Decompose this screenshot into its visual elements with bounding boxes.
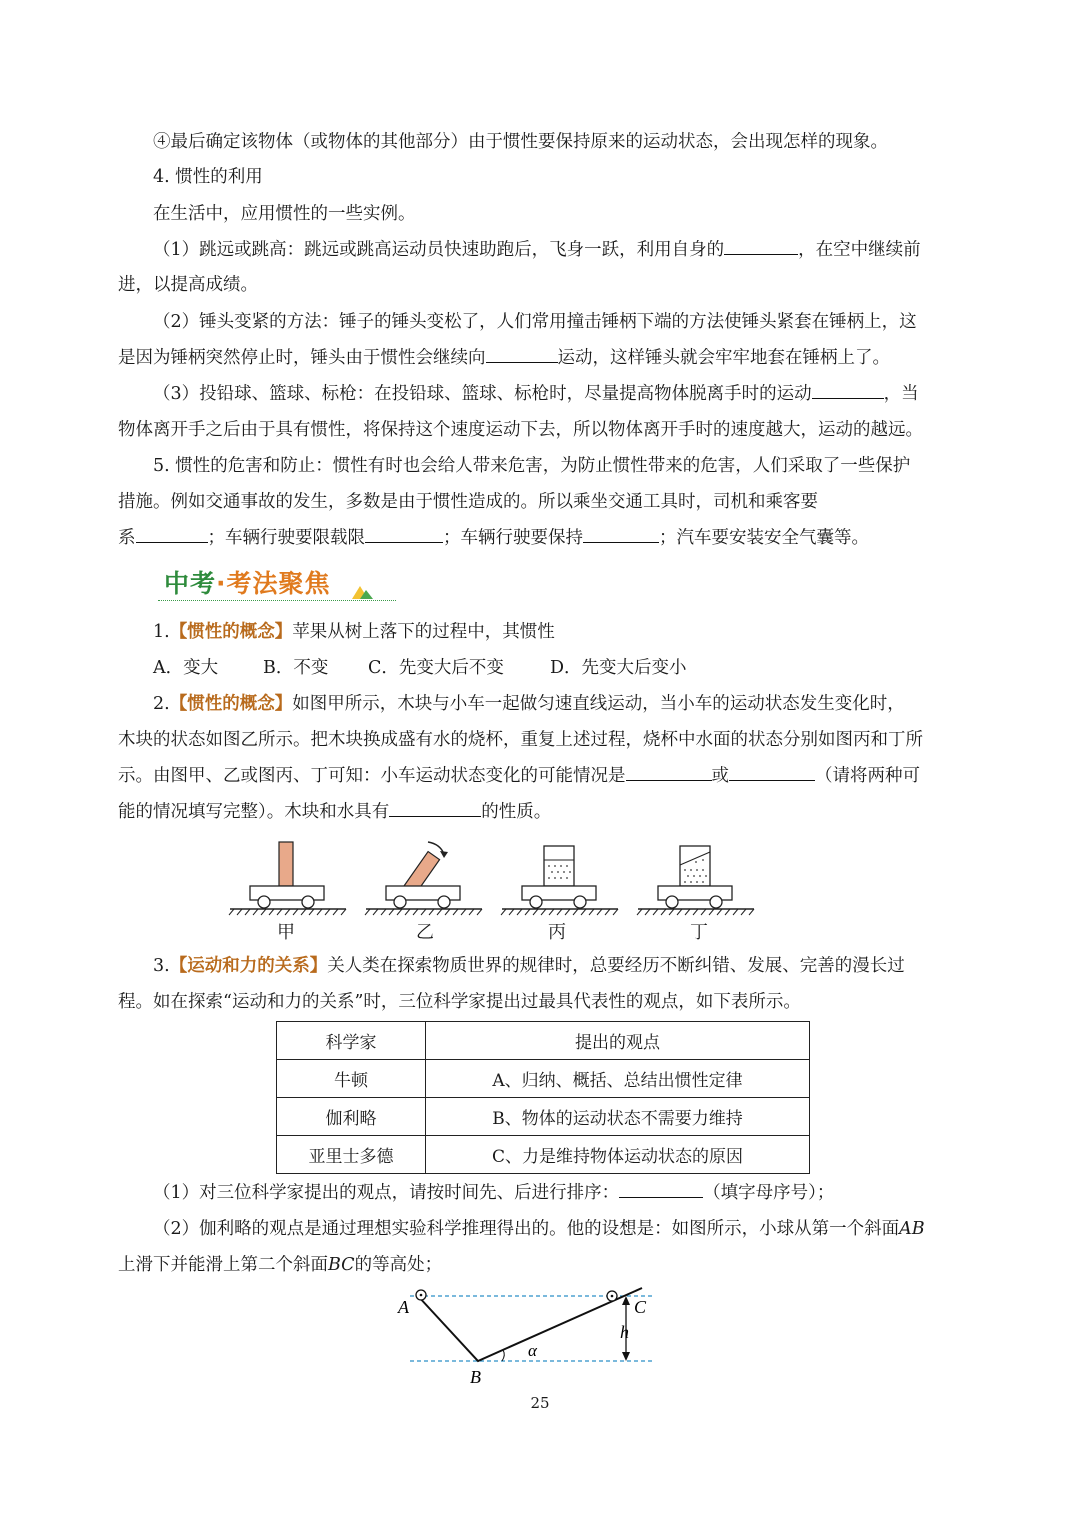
q2-blank-2[interactable]	[729, 763, 815, 782]
q3-tag: 【运动和力的关系】	[169, 956, 328, 976]
use3-line2: 物体离开手之后由于具有惯性，将保持这个速度运动下去，所以物体离开手时的速度越大，运动的越远。	[118, 420, 923, 440]
scientist-table	[276, 1021, 810, 1174]
table-cell: C、力是维持物体运动状态的原因	[426, 1136, 810, 1174]
harm-blank-3[interactable]	[583, 525, 659, 544]
q1-option-d[interactable]: D．先变大后变小	[550, 658, 687, 678]
use3-line1: （3）投铅球、篮球、标枪：在投铅球、篮球、标枪时，尽量提高物体脱离手时的运动 ，当	[153, 380, 919, 405]
harm-line2: 措施。例如交通事故的发生，多数是由于惯性造成的。所以乘坐交通工具时，司机和乘客要	[118, 492, 818, 512]
fig-label-bing: 丙	[548, 922, 566, 943]
q2-blank-3[interactable]	[389, 799, 481, 818]
use3-blank[interactable]	[812, 381, 884, 400]
table-cell: 伽利略	[277, 1098, 426, 1136]
harm-blank-2[interactable]	[365, 525, 443, 544]
wooden-block-upright	[279, 842, 293, 886]
use-intro: 在生活中，应用惯性的一些实例。	[153, 204, 416, 224]
q1-options	[153, 654, 687, 679]
cart-bing	[501, 846, 618, 915]
label-h: h	[620, 1322, 629, 1342]
table-header: 科学家	[277, 1022, 426, 1060]
table-cell: 牛顿	[277, 1060, 426, 1098]
harm-line3: 系 ；车辆行驶要限载限 ；车辆行驶要保持 ；汽车要安装安全气囊等。	[118, 524, 869, 549]
step4-paragraph: ④最后确定该物体（或物体的其他部分）由于惯性要保持原来的运动状态，会出现怎样的现象。	[153, 132, 888, 152]
cart-yi	[365, 842, 482, 915]
banner-title: 中考·考法聚焦	[164, 569, 331, 598]
table-cell: A、归纳、概括、总结出惯性定律	[426, 1060, 810, 1098]
exam-focus-banner	[158, 560, 398, 606]
q3-sub2-line2: 上滑下并能滑上第二个斜面BC的等高处；	[118, 1255, 443, 1275]
table-row	[277, 1136, 810, 1174]
q1-tag: 【惯性的概念】	[169, 622, 293, 642]
label-alpha: α	[528, 1341, 537, 1360]
cart-ding	[637, 846, 754, 915]
beaker-tilted-water	[680, 846, 710, 886]
use2-line2: 是因为锤柄突然停止时，锤头由于惯性会继续向 运动，这样锤头就会牢牢地套在锤柄上了。	[118, 344, 890, 369]
q3-blank-order[interactable]	[619, 1180, 703, 1199]
table-header-row	[277, 1022, 810, 1060]
table-cell: B、物体的运动状态不需要力维持	[426, 1098, 810, 1136]
harm-blank-1[interactable]	[136, 525, 208, 544]
q1-option-a[interactable]: A．变大	[153, 658, 219, 678]
q2-line4: 能的情况填写完整）。木块和水具有 的性质。	[118, 798, 551, 823]
label-A: A	[398, 1297, 409, 1317]
section-heading-use: 4. 惯性的利用	[153, 167, 263, 187]
banner-underline	[158, 600, 396, 601]
q2-line3: 示。由图甲、乙或图丙、丁可知：小车运动状态变化的可能情况是 或 （请将两种可	[118, 762, 920, 787]
q2-blank-1[interactable]	[626, 763, 712, 782]
q2-tag: 【惯性的概念】	[169, 694, 293, 714]
label-B: B	[470, 1367, 481, 1387]
mountain-icon	[350, 582, 374, 600]
q2-line2: 木块的状态如图乙所示。把木块换成盛有水的烧杯，重复上述过程，烧杯中水面的状态分别如图丙和丁所	[118, 730, 923, 750]
q3-sub1: （1）对三位科学家提出的观点，请按时间先、后进行排序： （填字母序号）；	[153, 1179, 834, 1204]
use2-blank[interactable]	[486, 345, 558, 364]
q1-option-b[interactable]: B．不变	[263, 658, 329, 678]
table-row	[277, 1060, 810, 1098]
fig-label-yi: 乙	[416, 922, 434, 943]
table-header: 提出的观点	[426, 1022, 810, 1060]
table-cell: 亚里士多德	[277, 1136, 426, 1174]
cart-jia	[229, 842, 346, 915]
use2-line1: （2）锤头变紧的方法：锤子的锤头变松了，人们常用撞击锤柄下端的方法使锤头紧套在锤柄上，这	[153, 312, 917, 332]
use1-line2: 进，以提高成绩。	[118, 275, 258, 295]
cart-figure	[228, 838, 758, 918]
use1-line1: （1）跳远或跳高：跳远或跳高运动员快速助跑后，飞身一跃，利用自身的 ，在空中继续前	[153, 236, 921, 261]
use1-blank[interactable]	[724, 237, 798, 256]
q3-line1: 3.【运动和力的关系】关人类在探索物质世界的规律时，总要经历不断纠错、发展、完善的漫长过	[153, 956, 905, 976]
q3-sub2-line1: （2）伽利略的观点是通过理想实验科学推理得出的。他的设想是：如图所示，小球从第一个斜面AB	[153, 1219, 925, 1239]
fig-label-jia: 甲	[277, 922, 295, 943]
page-number: 25	[530, 1394, 550, 1412]
q1-option-c[interactable]: C．先变大后不变	[368, 658, 504, 678]
table-row	[277, 1098, 810, 1136]
harm-line1: 5. 惯性的危害和防止：惯性有时也会给人带来危害，为防止惯性带来的危害，人们采取了一些保护	[153, 456, 911, 476]
q2-line1: 2.【惯性的概念】如图甲所示，木块与小车一起做匀速直线运动，当小车的运动状态发生变化时，	[153, 694, 905, 714]
fig-label-ding: 丁	[690, 922, 708, 943]
label-C: C	[634, 1297, 647, 1317]
incline-figure	[390, 1283, 670, 1388]
q3-line2: 程。如在探索“运动和力的关系”时，三位科学家提出过最具代表性的观点，如下表所示。	[118, 992, 801, 1012]
q1-stem: 1.【惯性的概念】苹果从树上落下的过程中，其惯性	[153, 622, 555, 642]
